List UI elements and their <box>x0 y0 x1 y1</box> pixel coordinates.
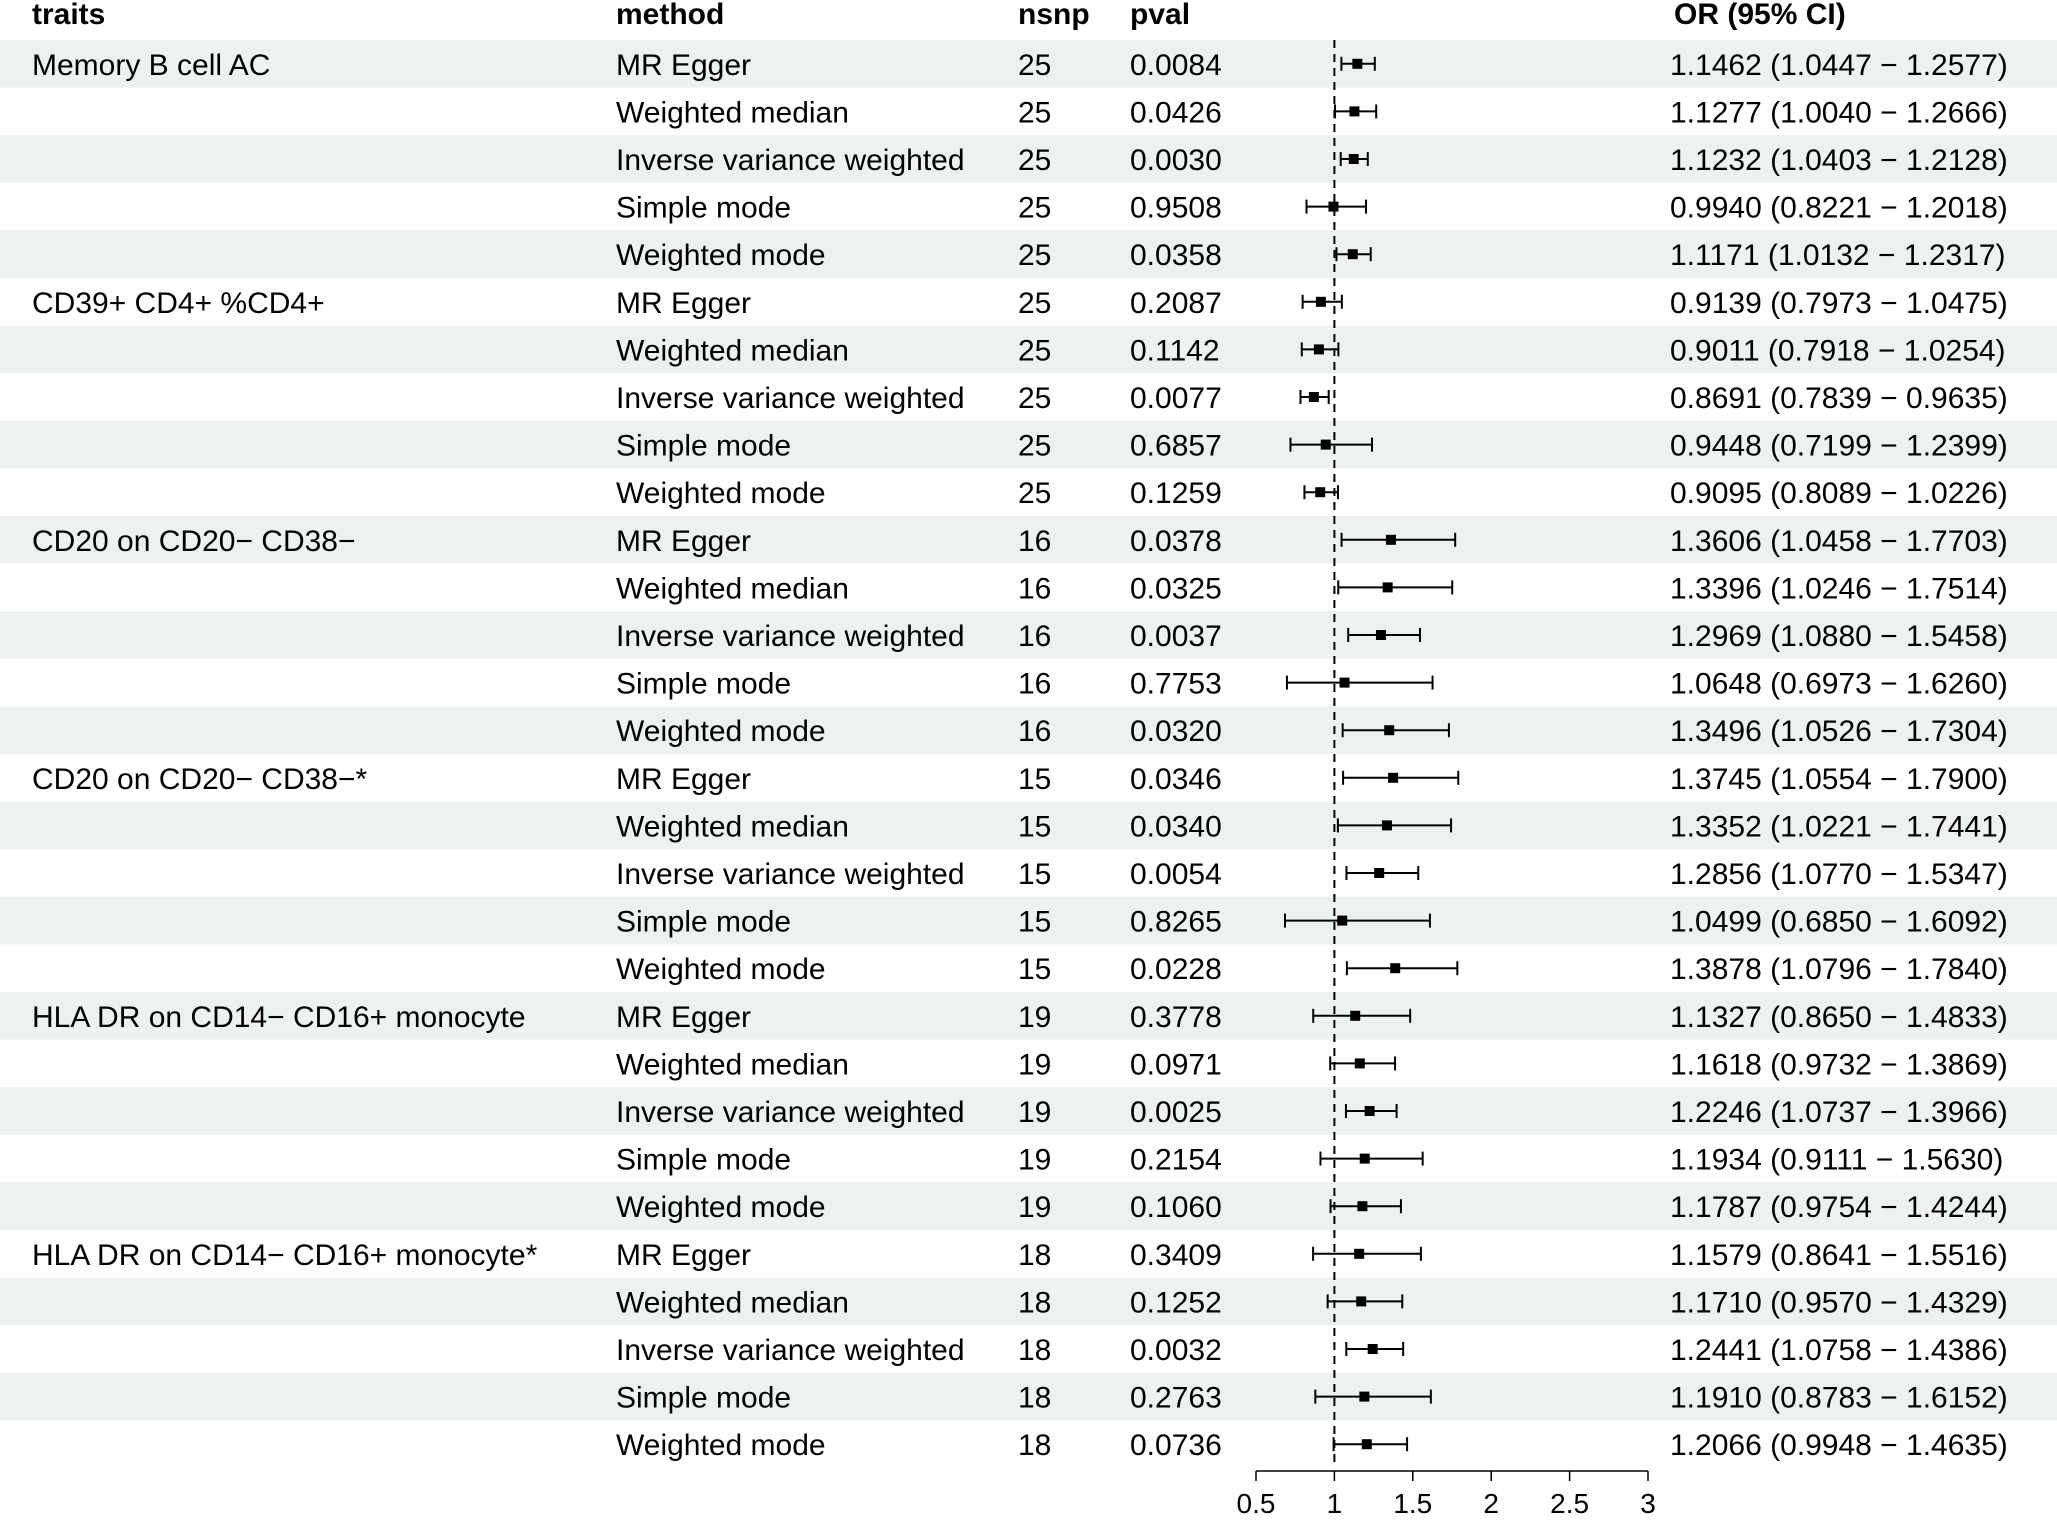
or-point <box>1365 1106 1375 1116</box>
pval-value: 0.2763 <box>1130 1381 1222 1415</box>
or-ci-value: 0.8691 (0.7839 − 0.9635) <box>1670 382 2008 415</box>
pval-value: 0.3778 <box>1130 1000 1222 1034</box>
nsnp-value: 25 <box>1018 96 1052 130</box>
method-label: MR Egger <box>616 762 752 796</box>
or-ci-value: 1.1232 (1.0403 − 1.2128) <box>1670 144 2008 177</box>
nsnp-value: 15 <box>1018 953 1052 987</box>
pval-value: 0.1060 <box>1130 1191 1222 1225</box>
or-ci-value: 1.1910 (0.8783 − 1.6152) <box>1670 1381 2008 1415</box>
method-label: Weighted median <box>616 334 849 368</box>
or-point <box>1368 1344 1378 1354</box>
or-point <box>1362 1439 1372 1449</box>
x-tick-label: 3 <box>1640 1488 1656 1519</box>
method-label: Simple mode <box>616 905 792 939</box>
pval-value: 0.0378 <box>1130 524 1222 558</box>
or-ci-value: 1.1710 (0.9570 − 1.4329) <box>1670 1286 2008 1320</box>
method-label: Inverse variance weighted <box>616 1334 965 1367</box>
or-point <box>1340 678 1350 688</box>
or-ci-value: 1.3496 (1.0526 − 1.7304) <box>1670 715 2008 749</box>
x-tick-label: 2.5 <box>1550 1488 1590 1519</box>
or-point <box>1357 1201 1367 1211</box>
nsnp-value: 15 <box>1018 810 1052 844</box>
or-ci-value: 1.2856 (1.0770 − 1.5347) <box>1670 858 2008 891</box>
pval-value: 0.7753 <box>1130 667 1222 701</box>
nsnp-value: 25 <box>1018 239 1052 273</box>
or-point <box>1355 1058 1365 1068</box>
or-ci-value: 1.0648 (0.6973 − 1.6260) <box>1670 667 2008 701</box>
x-tick-label: 0.5 <box>1236 1488 1276 1519</box>
pval-value: 0.0346 <box>1130 762 1222 796</box>
or-ci-value: 1.1327 (0.8650 − 1.4833) <box>1670 1000 2008 1034</box>
or-ci-value: 1.3745 (1.0554 − 1.7900) <box>1670 762 2008 796</box>
or-point <box>1390 963 1400 973</box>
or-point <box>1349 154 1359 164</box>
or-ci-value: 1.1579 (0.8641 − 1.5516) <box>1670 1238 2008 1272</box>
pval-value: 0.9508 <box>1130 191 1222 225</box>
or-point <box>1314 344 1324 354</box>
or-point <box>1315 487 1325 497</box>
method-label: Simple mode <box>616 667 792 701</box>
header-nsnp: nsnp <box>1018 0 1090 31</box>
nsnp-value: 25 <box>1018 144 1052 177</box>
nsnp-value: 19 <box>1018 1143 1052 1177</box>
pval-value: 0.0325 <box>1130 572 1222 606</box>
nsnp-value: 16 <box>1018 524 1052 558</box>
method-label: MR Egger <box>616 1238 752 1272</box>
pval-value: 0.0358 <box>1130 239 1222 273</box>
x-axis <box>1237 1471 1656 1519</box>
method-label: Inverse variance weighted <box>616 144 965 177</box>
pval-value: 0.1142 <box>1130 334 1220 368</box>
method-label: Inverse variance weighted <box>616 620 965 653</box>
method-label: Weighted median <box>616 1286 849 1320</box>
pval-value: 0.0320 <box>1130 715 1222 749</box>
pval-value: 0.2154 <box>1130 1143 1222 1177</box>
nsnp-value: 18 <box>1018 1238 1052 1272</box>
or-point <box>1359 1392 1369 1402</box>
method-label: Weighted median <box>616 572 849 606</box>
method-label: MR Egger <box>616 48 752 82</box>
x-tick-label: 1.5 <box>1393 1488 1433 1519</box>
trait-label: Memory B cell AC <box>32 48 271 82</box>
or-ci-value: 1.1934 (0.9111 − 1.5630) <box>1670 1143 2004 1177</box>
nsnp-value: 16 <box>1018 572 1052 606</box>
or-point <box>1383 582 1393 592</box>
or-point <box>1337 916 1347 926</box>
trait-label: CD20 on CD20− CD38− <box>32 524 356 558</box>
pval-value: 0.0084 <box>1130 48 1222 82</box>
method-label: Weighted mode <box>616 1191 826 1225</box>
nsnp-value: 18 <box>1018 1286 1052 1320</box>
pval-value: 0.3409 <box>1130 1238 1222 1272</box>
or-ci-value: 1.2441 (1.0758 − 1.4386) <box>1670 1334 2008 1367</box>
method-label: Inverse variance weighted <box>616 382 965 415</box>
pval-value: 0.1252 <box>1130 1286 1222 1320</box>
or-point <box>1348 249 1358 259</box>
method-label: Inverse variance weighted <box>616 1096 965 1129</box>
or-ci-value: 1.1171 (1.0132 − 1.2317) <box>1670 239 2006 273</box>
pval-value: 0.0025 <box>1130 1096 1222 1129</box>
pval-value: 0.0426 <box>1130 96 1222 130</box>
or-point <box>1386 535 1396 545</box>
pval-value: 0.0736 <box>1130 1429 1222 1463</box>
header-or-ci: OR (95% CI) <box>1674 0 1846 31</box>
or-point <box>1388 773 1398 783</box>
nsnp-value: 25 <box>1018 48 1052 82</box>
or-point <box>1352 59 1362 69</box>
or-point <box>1356 1296 1366 1306</box>
nsnp-value: 19 <box>1018 1048 1052 1082</box>
or-point <box>1384 725 1394 735</box>
nsnp-value: 15 <box>1018 858 1052 891</box>
nsnp-value: 19 <box>1018 1000 1052 1034</box>
nsnp-value: 18 <box>1018 1429 1052 1463</box>
method-label: MR Egger <box>616 286 752 320</box>
or-point <box>1350 1011 1360 1021</box>
header-method: method <box>616 0 725 31</box>
or-point <box>1328 202 1338 212</box>
or-ci-value: 1.1618 (0.9732 − 1.3869) <box>1670 1048 2008 1082</box>
or-ci-value: 0.9139 (0.7973 − 1.0475) <box>1670 286 2008 320</box>
header-pval: pval <box>1130 0 1191 31</box>
method-label: Simple mode <box>616 191 792 225</box>
or-ci-value: 1.3606 (1.0458 − 1.7703) <box>1670 524 2008 558</box>
nsnp-value: 18 <box>1018 1381 1052 1415</box>
or-ci-value: 1.3878 (1.0796 − 1.7840) <box>1670 953 2008 987</box>
nsnp-value: 25 <box>1018 477 1052 511</box>
x-tick-label: 1 <box>1326 1488 1343 1519</box>
or-ci-value: 1.1462 (1.0447 − 1.2577) <box>1670 48 2008 82</box>
or-point <box>1360 1154 1370 1164</box>
method-label: Simple mode <box>616 1143 792 1177</box>
or-ci-value: 0.9095 (0.8089 − 1.0226) <box>1670 477 2008 511</box>
column-headers <box>32 0 1846 31</box>
nsnp-value: 25 <box>1018 191 1052 225</box>
pval-value: 0.0971 <box>1130 1048 1222 1082</box>
pval-value: 0.2087 <box>1130 286 1222 320</box>
pval-value: 0.6857 <box>1130 429 1222 463</box>
pval-value: 0.0054 <box>1130 858 1222 891</box>
pval-value: 0.0037 <box>1130 620 1222 653</box>
or-ci-value: 1.2969 (1.0880 − 1.5458) <box>1670 620 2008 653</box>
method-label: Weighted median <box>616 96 849 130</box>
method-label: Weighted mode <box>616 477 826 511</box>
method-label: MR Egger <box>616 524 752 558</box>
or-ci-value: 1.2066 (0.9948 − 1.4635) <box>1670 1429 2008 1463</box>
pval-value: 0.0030 <box>1130 144 1222 177</box>
or-ci-value: 1.3396 (1.0246 − 1.7514) <box>1670 572 2008 606</box>
or-point <box>1382 820 1392 830</box>
method-label: Inverse variance weighted <box>616 858 965 891</box>
trait-label: CD39+ CD4+ %CD4+ <box>32 286 325 320</box>
method-label: Weighted median <box>616 810 849 844</box>
or-point <box>1321 440 1331 450</box>
or-ci-value: 0.9011 (0.7918 − 1.0254) <box>1670 334 2006 368</box>
method-label: Simple mode <box>616 429 792 463</box>
nsnp-value: 25 <box>1018 429 1052 463</box>
or-ci-value: 1.3352 (1.0221 − 1.7441) <box>1670 810 2008 844</box>
or-point <box>1309 392 1319 402</box>
method-label: Weighted mode <box>616 953 826 987</box>
method-label: MR Egger <box>616 1000 752 1034</box>
or-ci-value: 1.1277 (1.0040 − 1.2666) <box>1670 96 2008 130</box>
or-point <box>1354 1249 1364 1259</box>
trait-label: CD20 on CD20− CD38−* <box>32 762 368 796</box>
nsnp-value: 19 <box>1018 1096 1052 1129</box>
pval-value: 0.0340 <box>1130 810 1222 844</box>
or-ci-value: 1.2246 (1.0737 − 1.3966) <box>1670 1096 2008 1129</box>
nsnp-value: 18 <box>1018 1334 1052 1367</box>
x-tick-label: 2 <box>1483 1488 1499 1519</box>
nsnp-value: 15 <box>1018 762 1052 796</box>
nsnp-value: 25 <box>1018 286 1052 320</box>
nsnp-value: 25 <box>1018 334 1052 368</box>
pval-value: 0.8265 <box>1130 905 1222 939</box>
or-ci-value: 0.9448 (0.7199 − 1.2399) <box>1670 429 2008 463</box>
nsnp-value: 19 <box>1018 1191 1052 1225</box>
method-label: Weighted mode <box>616 715 826 749</box>
trait-label: HLA DR on CD14− CD16+ monocyte <box>32 1000 526 1034</box>
pval-value: 0.0077 <box>1130 382 1222 415</box>
header-traits: traits <box>32 0 106 31</box>
pval-value: 0.1259 <box>1130 477 1222 511</box>
method-label: Weighted median <box>616 1048 849 1082</box>
method-label: Weighted mode <box>616 239 826 273</box>
or-point <box>1349 106 1359 116</box>
or-ci-value: 1.0499 (0.6850 − 1.6092) <box>1670 905 2008 939</box>
nsnp-value: 15 <box>1018 905 1052 939</box>
nsnp-value: 16 <box>1018 620 1052 653</box>
or-ci-value: 0.9940 (0.8221 − 1.2018) <box>1670 191 2008 225</box>
or-point <box>1374 868 1384 878</box>
or-ci-value: 1.1787 (0.9754 − 1.4244) <box>1670 1191 2008 1225</box>
trait-label: HLA DR on CD14− CD16+ monocyte* <box>32 1238 538 1272</box>
pval-value: 0.0032 <box>1130 1334 1222 1367</box>
pval-value: 0.0228 <box>1130 953 1222 987</box>
nsnp-value: 25 <box>1018 382 1052 415</box>
nsnp-value: 16 <box>1018 667 1052 701</box>
method-label: Weighted mode <box>616 1429 826 1463</box>
or-point <box>1316 297 1326 307</box>
method-label: Simple mode <box>616 1381 792 1415</box>
or-point <box>1376 630 1386 640</box>
nsnp-value: 16 <box>1018 715 1052 749</box>
